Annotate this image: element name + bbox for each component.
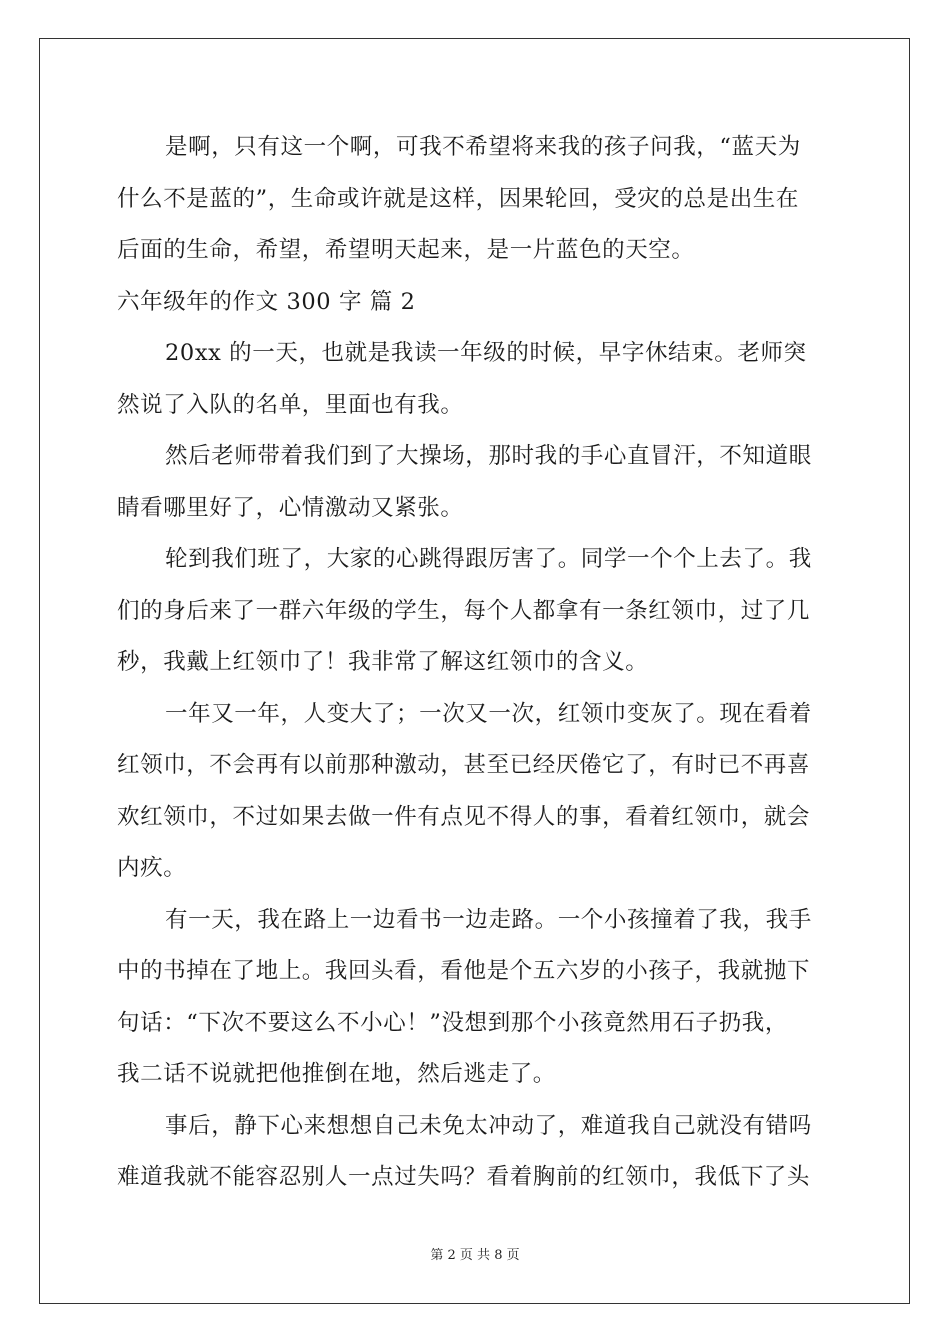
paragraph-line: 秒，我戴上红领巾了！我非常了解这红领巾的含义。 [117,649,649,675]
document-body [117,122,833,1204]
paragraph-line: 难道我就不能容忍别人一点过失吗？看着胸前的红领巾，我低下了头 [117,1164,811,1190]
paragraph-line: 们的身后来了一群六年级的学生，每个人都拿有一条红领巾，过了几 [117,597,811,624]
paragraph-line: 欢红领巾，不过如果去做一件有点见不得人的事，看着红领巾，就会 [117,803,811,830]
section-heading: 六年级年的作文 300 字 篇 2 [117,288,416,315]
paragraph-line: 什么不是蓝的”，生命或许就是这样，因果轮回，受灾的总是出生在 [117,185,800,212]
paragraph-line: 然说了入队的名单，里面也有我。 [117,391,464,418]
paragraph-line: 中的书掉在了地上。我回头看，看他是个五六岁的小孩子，我就抛下 [117,958,811,984]
paragraph-line: 20xx 的一天，也就是我读一年级的时候，早字休结束。老师突 [165,340,807,366]
paragraph-line: 红领巾，不会再有以前那种激动，甚至已经厌倦它了，有时已不再喜 [117,752,811,778]
paragraph-line: 轮到我们班了，大家的心跳得跟厉害了。同学一个个上去了。我 [165,546,812,572]
paragraph-line: 后面的生命，希望，希望明天起来，是一片蓝色的天空。 [117,237,695,263]
paragraph-line: 我二话不说就把他推倒在地，然后逃走了。 [117,1061,556,1087]
paragraph-line: 有一天，我在路上一边看书一边走路。一个小孩撞着了我，我手 [165,906,812,933]
paragraph-line: 然后老师带着我们到了大操场，那时我的手心直冒汗，不知道眼 [165,443,812,469]
paragraph-line: 睛看哪里好了，心情激动又紧张。 [117,494,464,521]
paragraph-line: 一年又一年，人变大了；一次又一次，红领巾变灰了。现在看着 [165,700,812,727]
paragraph-line: 内疚。 [117,855,187,881]
paragraph-line: 句话：“下次不要这么不小心！”没想到那个小孩竟然用石子扔我， [117,1009,789,1036]
page-number-footer: 第 2 页 共 8 页 [430,1248,520,1263]
paragraph-line: 是啊，只有这一个啊，可我不希望将来我的孩子问我，“蓝天为 [165,134,801,160]
paragraph-line: 事后，静下心来想想自己未免太冲动了，难道我自己就没有错吗 [165,1112,812,1139]
